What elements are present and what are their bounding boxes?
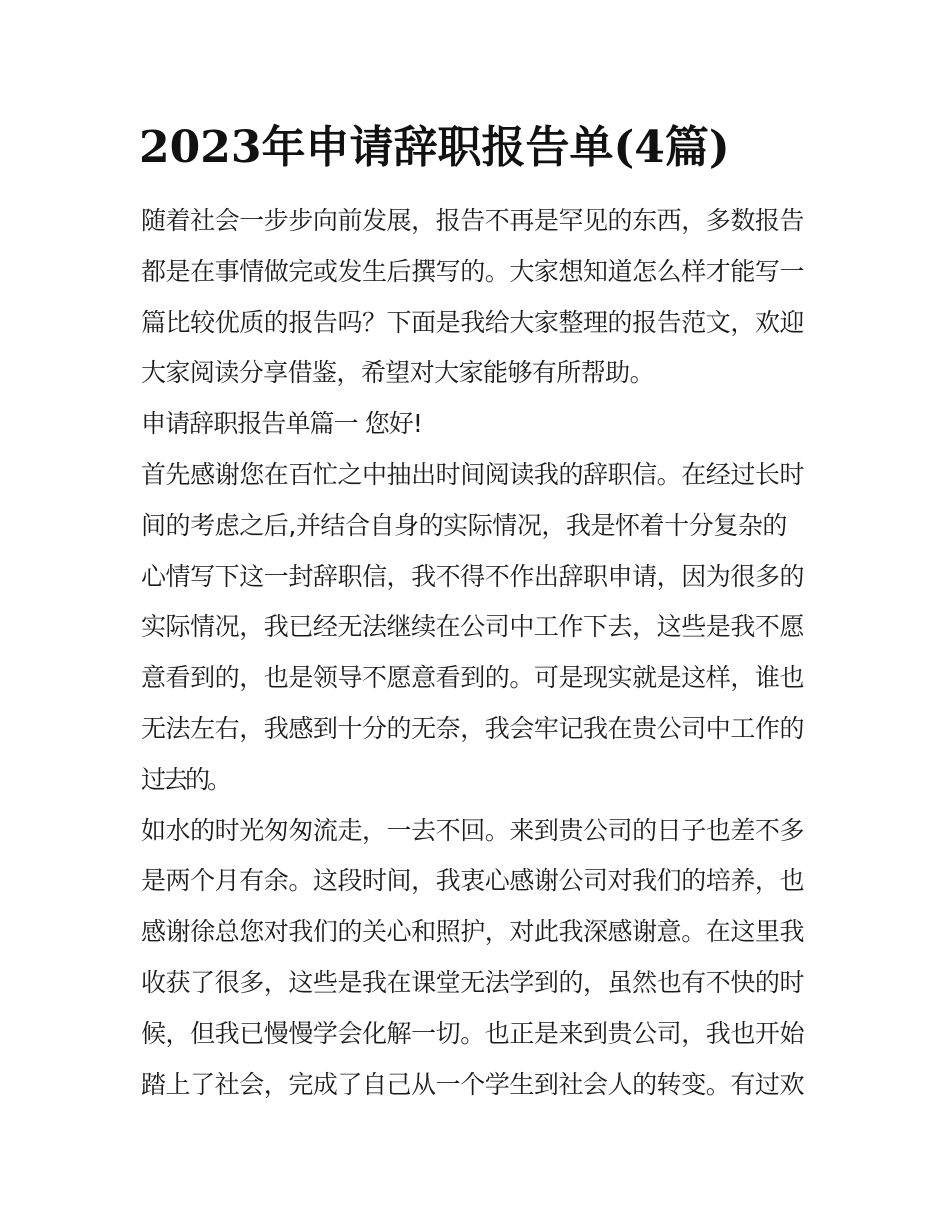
text-line: 如水的时光匆匆流走，一去不回。来到贵公司的日子也差不多 <box>141 815 805 845</box>
document-title: 2023年申请辞职报告单(4篇) <box>139 122 730 173</box>
text-line: 随着社会一步步向前发展，报告不再是罕见的东西，多数报告 <box>141 206 805 235</box>
text-line: 踏上了社会，完成了自己从一个学生到社会人的转变。有过欢 <box>141 1069 805 1099</box>
text-line: 意看到的，也是领导不愿意看到的。可是现实就是这样，谁也 <box>141 663 805 693</box>
text-line: 候，但我已慢慢学会化解一切。也正是来到贵公司，我也开始 <box>141 1018 805 1048</box>
text-line: 都是在事情做完或发生后撰写的。大家想知道怎么样才能写一 <box>141 256 805 286</box>
text-line: 无法左右，我感到十分的无奈，我会牢记我在贵公司中工作的 <box>141 713 805 743</box>
text-line: 是两个月有余。这段时间，我衷心感谢公司对我们的培养，也 <box>141 866 805 896</box>
text-line: 收获了很多，这些是我在课堂无法学到的，虽然也有不快的时 <box>141 967 805 997</box>
text-line: 篇比较优质的报告吗？下面是我给大家整理的报告范文，欢迎 <box>141 307 805 337</box>
text-line: 间的考虑之后,并结合自身的实际情况，我是怀着十分复杂的 <box>141 510 787 540</box>
text-line: 大家阅读分享借鉴，希望对大家能够有所帮助。 <box>141 358 655 388</box>
text-line: 申请辞职报告单篇一 您好! <box>141 409 422 439</box>
text-line: 感谢徐总您对我们的关心和照护，对此我深感谢意。在这里我 <box>141 917 805 947</box>
text-line: 首先感谢您在百忙之中抽出时间阅读我的辞职信。在经过长时 <box>141 459 805 489</box>
text-line: 心情写下这一封辞职信，我不得不作出辞职申请，因为很多的 <box>141 561 805 591</box>
document-body <box>141 196 821 1110</box>
text-line: 实际情况，我已经无法继续在公司中工作下去，这些是我不愿 <box>141 612 805 642</box>
text-line: 过去的。 <box>141 764 230 794</box>
